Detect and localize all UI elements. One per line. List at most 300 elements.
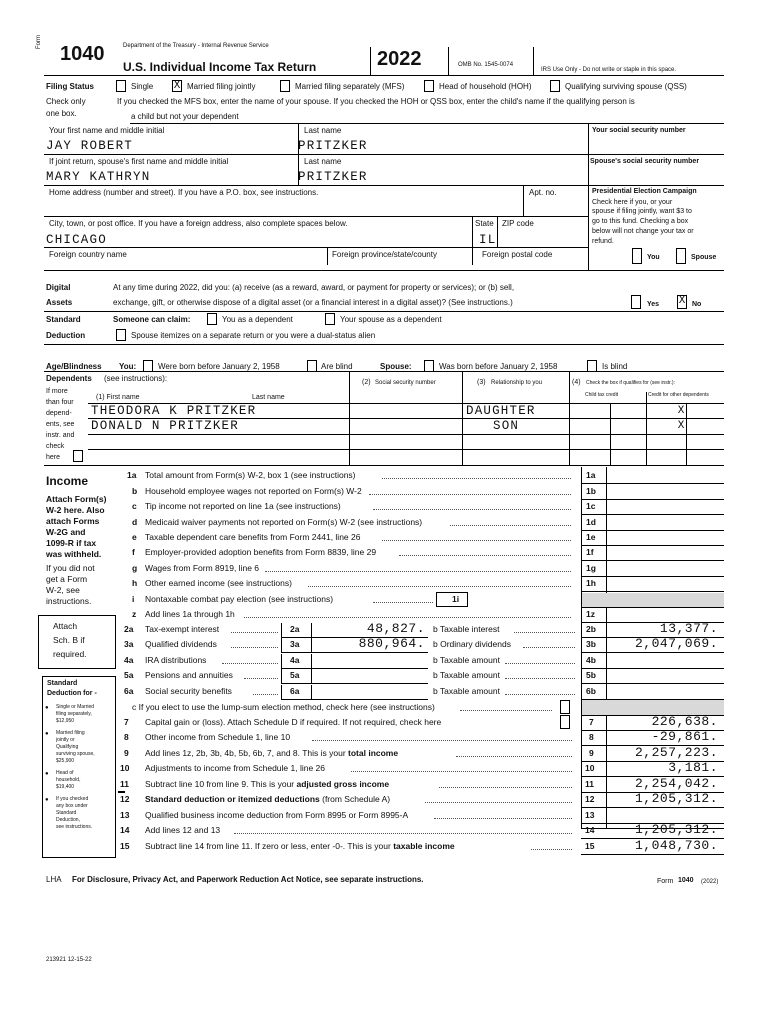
form-number: 1040 (60, 43, 105, 65)
pec-you-label: You (647, 254, 660, 261)
line-6c-shade (582, 700, 724, 715)
mfj-label: Married filing jointly (187, 82, 256, 91)
line-2a-box: 2a (290, 624, 300, 634)
line-9-num: 9 (124, 748, 129, 758)
line-5a-leader (244, 678, 278, 679)
line-4b-box: 4b (586, 655, 596, 665)
single-label: Single (131, 82, 154, 91)
line-1f-rule (581, 560, 724, 561)
ssn-label: Your social security number (592, 127, 686, 134)
attach-note-4: 1099-R if tax (46, 538, 97, 548)
no-w2-note-0: If you did not (46, 563, 95, 573)
footer-form: Form (657, 878, 674, 885)
line-11-leader (439, 787, 572, 788)
dependents-side-2: than four (46, 399, 74, 406)
col-child-credit: Child tax credit (585, 392, 619, 398)
line-1i-num: i (132, 594, 135, 604)
line-1d-text: Medicaid waiver payments not reported on Form(s) W-2 (see instructions) (145, 517, 423, 527)
sd-bullet-icon-2: ● (45, 771, 49, 777)
line-1c-rule (581, 514, 724, 515)
line-8-amount[interactable]: -29,861. (651, 729, 718, 744)
sch-b-note-0: Attach (53, 621, 78, 631)
line-3b-leader (523, 647, 575, 648)
line-10-text-main: Adjustments to income from Schedule 1, line 26 (145, 763, 326, 773)
line-10-text (145, 764, 325, 773)
line-1b-text: Household employee wages not reported on Form(s) W-2 (145, 486, 362, 496)
line-2b-box: 2b (586, 624, 596, 634)
sd-item-3-3: Deduction, (56, 817, 80, 823)
line-6a-box: 6a (290, 686, 300, 696)
spouse-born-label: Was born before January 2, 1958 (439, 362, 558, 371)
line-4a-leader (222, 663, 279, 664)
line-13-num: 13 (120, 810, 130, 820)
line-11-text (145, 780, 389, 789)
line-6a-text: Social security benefits (145, 686, 232, 696)
irs-use-only: IRS Use Only - Do not write or staple in this space. (541, 67, 677, 73)
line-15-text-bold: taxable income (393, 841, 455, 851)
you-dependent-checkbox[interactable] (207, 313, 217, 325)
line-6c-checkbox[interactable] (560, 700, 570, 714)
dependent-2-odc-checkbox[interactable]: X (677, 420, 685, 432)
age-spouse-label: Spouse: (380, 362, 412, 371)
line-15-box: 15 (585, 841, 595, 851)
line-1a-text: Total amount from Form(s) W-2, box 1 (see instructions) (145, 470, 356, 480)
sd-bullet-icon-0: ● (45, 705, 49, 711)
qss-label: Qualifying surviving spouse (QSS) (565, 82, 687, 91)
province-label: Foreign province/state/county (332, 250, 437, 259)
qss-checkbox[interactable] (550, 80, 560, 92)
spouse-ssn-label: Spouse's social security number (590, 158, 700, 165)
line-1d-num: d (132, 517, 138, 527)
postal-label: Foreign postal code (482, 250, 553, 259)
line-4a-num: 4a (124, 655, 134, 665)
digital-yes-label: Yes (647, 301, 660, 308)
line-1i-shade (582, 593, 724, 608)
line-6c-leader (460, 710, 552, 711)
line-5b-rule (581, 683, 724, 684)
line-9-leader (456, 756, 572, 757)
line-1f-text: Employer-provided adoption benefits from Form 8839, line 29 (145, 547, 377, 557)
line-3b-box: 3b (586, 639, 596, 649)
dependent-1-name[interactable]: THEODORA K PRITZKER (91, 404, 257, 418)
omb-number: OMB No. 1545-0074 (458, 62, 514, 68)
line-1a-rule (581, 483, 724, 484)
apt-label: Apt. no. (529, 188, 557, 197)
line-7-amount[interactable]: 226,638. (651, 714, 718, 729)
line-3b-text: b Ordinary dividends (433, 639, 511, 649)
line-4b-rule (581, 668, 724, 669)
line-6a-leader (253, 694, 278, 695)
line-5b-leader (505, 678, 575, 679)
no-w2-note-1: get a Form (46, 574, 88, 584)
income-label: Income (46, 474, 89, 488)
single-checkbox[interactable] (116, 80, 126, 92)
dependents-side-1: If more (46, 388, 68, 395)
line-10-box: 10 (585, 763, 595, 773)
line-3b-amount[interactable]: 2,047,069. (634, 636, 718, 651)
tax-year: 2022 (377, 48, 422, 70)
line-7-text (145, 718, 441, 727)
sch-b-note-1: Sch. B if (53, 635, 85, 645)
dependents-label-2: (see instructions): (104, 374, 168, 383)
line-1d-leader (450, 525, 571, 526)
line-1z-box: 1z (586, 609, 595, 619)
line-12-leader (425, 802, 572, 803)
line-7-text-main: Capital gain or (loss). Attach Schedule D if required. If not required, check here (145, 717, 442, 727)
line-1e-leader (382, 540, 572, 541)
line-13-box: 13 (585, 810, 595, 820)
line-6b-text: b Taxable amount (433, 686, 500, 696)
col-other-credit: Credit for other dependents (648, 392, 709, 398)
filing-instruction: If you checked the MFS box, enter the name of your spouse. If you checked the HOH or QSS box, enter the child's name if the qualifying person is (117, 97, 635, 106)
line-12-text-bold: Standard deduction or itemized deductions (145, 794, 320, 804)
line-1h-box: 1h (586, 578, 596, 588)
line-6c-text: c If you elect to use the lump-sum election method, check here (see instructions) (132, 702, 435, 712)
sd-item-3-1: any box under (56, 803, 88, 809)
line-1i-box-label: 1i (452, 594, 460, 604)
dependent-1-relationship[interactable]: DAUGHTER (466, 404, 536, 418)
line-8-leader (312, 740, 572, 741)
home-address-label: Home address (number and street). If you have a P.O. box, see instructions. (49, 188, 319, 197)
line-11-box: 11 (585, 779, 594, 789)
sd-item-2-1: household, (56, 777, 81, 783)
digital-no-label: No (692, 301, 702, 308)
line-2a-leader (231, 632, 279, 633)
digital-yes-checkbox[interactable] (631, 295, 641, 309)
line-1h-rule (581, 591, 724, 592)
spouse-last-label: Last name (304, 157, 342, 166)
line-3a-amount-rule (312, 652, 428, 653)
spouse-last-value[interactable]: PRITZKER (298, 170, 368, 184)
line-10-leader (351, 771, 572, 772)
line-1c-num: c (132, 501, 137, 511)
pec-line-4: below will not change your tax or (592, 228, 694, 235)
no-w2-note-2: W-2, see (46, 585, 80, 595)
age-you-label: You: (119, 362, 137, 371)
spouse-blind-label: Is blind (602, 362, 628, 371)
filing-status-note2: one box. (46, 109, 77, 118)
line-6b-box: 6b (586, 686, 596, 696)
last-name-value[interactable]: PRITZKER (298, 139, 368, 153)
sd-item-1-2: Qualifying (56, 744, 79, 750)
col-last-name: Last name (252, 394, 285, 401)
line-8-text-main: Other income from Schedule 1, line 10 (145, 732, 291, 742)
spouse-itemizes-checkbox[interactable] (116, 329, 126, 341)
line-1a-box: 1a (586, 470, 596, 480)
line-1c-text: Tip income not reported on line 1a (see instructions) (145, 501, 341, 511)
line-12-text-tail: (from Schedule A) (319, 794, 391, 804)
line-9-box: 9 (589, 748, 594, 758)
city-label: City, town, or post office. If you have a foreign address, also complete spaces below. (49, 219, 348, 228)
line-2b-leader (514, 632, 575, 633)
line-1c-box: 1c (586, 501, 596, 511)
sd-item-0-1: filing separately, (56, 711, 92, 717)
dependent-1-odc-checkbox[interactable]: X (677, 405, 685, 417)
line-4a-text: IRA distributions (145, 655, 207, 665)
dependents-label: Dependents (46, 374, 92, 383)
col-ssn-num: (2) (362, 379, 371, 386)
line-1z-text: Add lines 1a through 1h (145, 609, 235, 619)
line-5a-box: 5a (290, 670, 300, 680)
col-check-num: (4) (572, 379, 581, 386)
form-title: U.S. Individual Income Tax Return (123, 60, 317, 74)
col-first-name: (1) First name (96, 394, 140, 401)
digital-question-2: exchange, gift, or otherwise dispose of a digital asset (or a financial interest in a digital asset)? (See instructions.) (113, 298, 513, 307)
line-14-box: 14 (585, 825, 595, 835)
line-1h-num: h (132, 578, 138, 588)
std-deduction-label-2: Deduction (46, 331, 86, 340)
footer-form-num: 1040 (678, 877, 694, 884)
line-1z-num: z (132, 609, 137, 619)
pec-line-5: refund. (592, 238, 614, 245)
sd-title-1: Deduction for - (47, 690, 97, 697)
hoh-checkbox[interactable] (424, 80, 434, 92)
dependent-2-name[interactable]: DONALD N PRITZKER (91, 419, 239, 433)
line-11-amount[interactable]: 2,254,042. (634, 776, 718, 791)
line-3a-box: 3a (290, 639, 300, 649)
line-9-text-bold: total income (348, 748, 399, 758)
line-1e-box: 1e (586, 532, 596, 542)
spouse-first-label: If joint return, spouse's first name and middle initial (49, 157, 229, 166)
line-14-text-main: Add lines 12 and 13 (145, 825, 221, 835)
line-3a-text: Qualified dividends (145, 639, 217, 649)
pec-line-3: go to this fund. Checking a box (592, 218, 689, 225)
line-11-text-bold: adjusted gross income (296, 779, 390, 789)
line-9-text (145, 749, 398, 758)
attach-note-5: was withheld. (46, 549, 102, 559)
sd-item-0-0: Single or Married (56, 704, 95, 710)
line-8-num: 8 (124, 732, 129, 742)
sd-item-1-1: jointly or (56, 737, 75, 743)
line-4b-leader (505, 663, 575, 664)
line-1i-rule (581, 607, 724, 608)
privacy-notice: For Disclosure, Privacy Act, and Paperwork Reduction Act Notice, see separate instructions. (72, 875, 424, 884)
dependents-side-5: instr. and (46, 432, 75, 439)
line-1f-box: 1f (586, 547, 594, 557)
line-13-leader (434, 818, 572, 819)
line-10-num: 10 (120, 763, 130, 773)
line-13-text-main: Qualified business income deduction from Form 8995 or Form 8995-A (145, 810, 409, 820)
line-11-num: 11 (120, 779, 129, 789)
line-5b-box: 5b (586, 670, 596, 680)
pec-you-checkbox[interactable] (632, 248, 642, 264)
line-3b-rule (581, 652, 724, 653)
line-1c-leader (373, 509, 571, 510)
dependent-2-relationship[interactable]: SON (493, 419, 520, 433)
filing-status-label: Filing Status (46, 82, 94, 91)
line-1g-leader (265, 571, 571, 572)
age-blindness-label: Age/Blindness (46, 362, 102, 371)
spouse-dependent-checkbox[interactable] (325, 313, 335, 325)
line-8-text (145, 733, 290, 742)
line-3a-num: 3a (124, 639, 134, 649)
line-7-checkbox[interactable] (560, 715, 570, 729)
line-1b-num: b (132, 486, 138, 496)
dependents-side-6: check (46, 443, 65, 450)
line-12-rule (581, 807, 724, 808)
dependents-side-4: ents, see (46, 421, 75, 428)
first-name-value[interactable]: JAY ROBERT (46, 139, 134, 153)
line-12-text (145, 795, 390, 804)
line-14-leader (234, 833, 572, 834)
sd-bullet-icon-3: ● (45, 797, 49, 803)
attach-note-1: W-2 here. Also (46, 505, 105, 515)
digital-label: Digital (46, 283, 71, 292)
line-2a-num: 2a (124, 624, 134, 634)
line-5a-text: Pensions and annuities (145, 670, 233, 680)
line-5a-num: 5a (124, 670, 134, 680)
state-label: State (475, 219, 494, 228)
line-6b-leader (505, 694, 575, 695)
lha: LHA (46, 875, 62, 884)
form-label: Form (36, 35, 42, 49)
line-14-text (145, 826, 220, 835)
line-1g-num: g (132, 563, 138, 573)
line-2b-amount[interactable]: 13,377. (659, 621, 718, 636)
line-1a-leader (382, 478, 572, 479)
sd-item-1-3: surviving spouse, (56, 751, 95, 757)
line-1b-box: 1b (586, 486, 596, 496)
pec-spouse-checkbox[interactable] (676, 248, 686, 264)
line-1d-box: 1d (586, 517, 596, 527)
line-2a-text: Tax-exempt interest (145, 624, 220, 634)
line-1f-leader (399, 555, 571, 556)
line-2a-amount[interactable]: 48,827. (366, 621, 425, 636)
line-15-leader (531, 849, 572, 850)
line-2b-text: b Taxable interest (433, 624, 500, 634)
line-1h-leader (308, 586, 571, 587)
form-code: 213921 12-15-22 (46, 957, 92, 963)
sd-item-2-0: Head of (56, 770, 74, 776)
line-1e-rule (581, 545, 724, 546)
sd-item-1-4: $25,900 (56, 758, 75, 764)
line-7-num: 7 (124, 717, 129, 727)
line-1e-num: e (132, 532, 137, 542)
line-11-text-main: Subtract line 10 from line 9. This is your (145, 779, 297, 789)
filing-instruction2: a child but not your dependent (131, 112, 239, 121)
zip-label: ZIP code (502, 219, 534, 228)
line-15-rule (581, 854, 724, 855)
agency: Department of the Treasury - Internal Revenue Service (123, 43, 269, 49)
attach-note-2: attach Forms (46, 516, 100, 526)
col-check: Check the box if qualifies for (see instr.): (586, 380, 675, 386)
line-1g-text: Wages from Form 8919, line 6 (145, 563, 260, 573)
line-15-amount[interactable]: 1,048,730. (634, 838, 718, 853)
line-6a-num: 6a (124, 686, 134, 696)
line-9-amount[interactable]: 2,257,223. (634, 745, 718, 760)
line-8-box: 8 (589, 732, 594, 742)
line-10-amount[interactable]: 3,181. (668, 760, 718, 775)
line-1b-leader (369, 494, 571, 495)
line-9-text-main: Add lines 1z, 2b, 3b, 4b, 5b, 6b, 7, and 8. This is your (145, 748, 349, 758)
col-ssn: Social security number (375, 380, 436, 386)
line-5a-amount-rule (312, 683, 428, 684)
sd-item-1-0: Married filing (56, 730, 85, 736)
line-5b-text: b Taxable amount (433, 670, 500, 680)
line-1i-leader (373, 602, 433, 603)
line-11-underline (118, 791, 125, 793)
digital-no-checkbox[interactable]: X (678, 295, 686, 307)
sd-item-3-0: If you checked (56, 796, 89, 802)
line-12-num: 12 (120, 794, 130, 804)
line-4b-text: b Taxable amount (433, 655, 500, 665)
line-15-num: 15 (120, 841, 130, 851)
filing-status-note: Check only (46, 97, 86, 106)
sd-item-2-2: $19,400 (56, 784, 75, 790)
line-1g-box: 1g (586, 563, 596, 573)
line-1f-num: f (132, 547, 135, 557)
pec-title: Presidential Election Campaign (592, 188, 697, 195)
line-1z-leader (244, 617, 571, 618)
line-7-box: 7 (589, 717, 594, 727)
line-6a-amount-rule (312, 699, 428, 700)
city-value[interactable]: CHICAGO (46, 233, 107, 247)
spouse-dependent-label: Your spouse as a dependent (340, 315, 442, 324)
spouse-first-value[interactable]: MARY KATHRYN (46, 170, 151, 184)
line-4a-box: 4a (290, 655, 300, 665)
line-14-num: 14 (120, 825, 130, 835)
mfs-checkbox[interactable] (280, 80, 290, 92)
std-deduction-label: Standard (46, 315, 81, 324)
col-relationship: Relationship to you (491, 380, 543, 386)
sd-item-3-4: see instructions. (56, 824, 93, 830)
line-1a-num: 1a (127, 470, 137, 480)
line-1d-rule (581, 530, 724, 531)
line-13-text (145, 811, 408, 820)
you-blind-label: Are blind (321, 362, 353, 371)
state-value[interactable]: IL (479, 233, 497, 247)
line-3a-amount[interactable]: 880,964. (358, 636, 425, 651)
digital-label-2: Assets (46, 298, 73, 307)
sd-item-0-2: $12,950 (56, 718, 75, 724)
line-12-amount[interactable]: 1,205,312. (634, 791, 718, 806)
more-dependents-checkbox[interactable] (73, 450, 83, 462)
hoh-label: Head of household (HOH) (439, 82, 532, 91)
line-15-text-main: Subtract line 14 from line 11. If zero or less, enter -0-. This is your (145, 841, 394, 851)
line-4a-amount-rule (312, 668, 428, 669)
line-15-text (145, 842, 455, 851)
last-name-label: Last name (304, 126, 342, 135)
pec-spouse-label: Spouse (691, 254, 717, 261)
first-name-label: Your first name and middle initial (49, 126, 165, 135)
pec-line-2: spouse if filing jointly, want $3 to (592, 208, 692, 215)
mfs-label: Married filing separately (MFS) (295, 82, 405, 91)
you-dependent-label: You as a dependent (222, 315, 293, 324)
attach-note-3: W-2G and (46, 527, 86, 537)
footer-year: (2022) (701, 879, 719, 885)
sch-b-note-2: required. (53, 649, 87, 659)
line-1i-text: Nontaxable combat pay election (see instructions) (145, 594, 334, 604)
you-born-label: Were born before January 2, 1958 (158, 362, 280, 371)
someone-can-claim: Someone can claim: (113, 315, 191, 324)
dependents-side-3: depend- (46, 410, 72, 417)
col-relationship-num: (3) (477, 379, 486, 386)
spouse-itemizes-label: Spouse itemizes on a separate return or you were a dual-status alien (131, 331, 376, 340)
line-1e-text: Taxable dependent care benefits from Form 2441, line 26 (145, 532, 361, 542)
sd-bullet-icon-1: ● (45, 731, 49, 737)
line-12-box: 12 (585, 794, 595, 804)
line-1b-rule (581, 499, 724, 500)
line-1h-text: Other earned income (see instructions) (145, 578, 292, 588)
line-3a-leader (231, 647, 279, 648)
line-1g-rule (581, 576, 724, 577)
digital-question: At any time during 2022, did you: (a) receive (as a reward, award, or payment for property or services); or (b) sell, (113, 283, 515, 292)
mfj-checkbox[interactable]: X (173, 80, 181, 92)
country-label: Foreign country name (49, 250, 127, 259)
line-14-amount[interactable]: 1,205,312. (634, 822, 718, 837)
no-w2-note-3: instructions. (46, 596, 92, 606)
sd-title-0: Standard (47, 680, 78, 687)
